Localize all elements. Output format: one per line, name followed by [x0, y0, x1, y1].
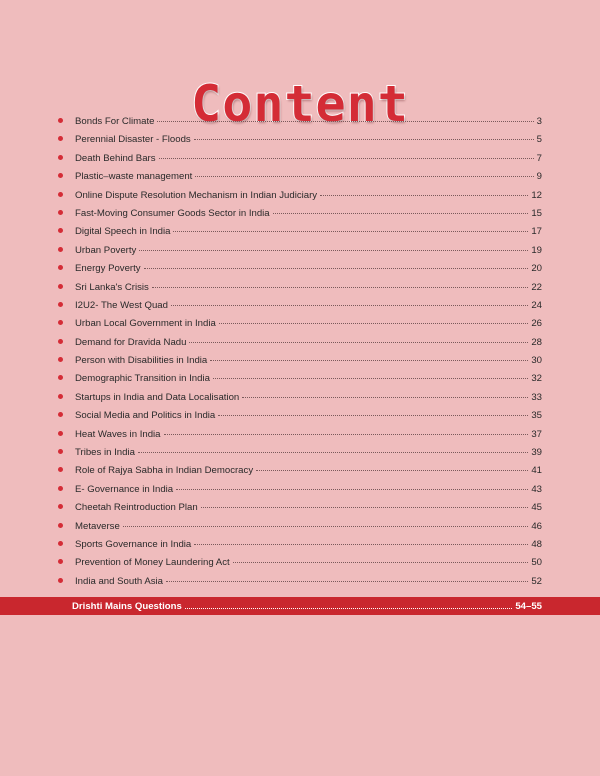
toc-entry-title: Urban Poverty — [75, 244, 137, 256]
dot-leader — [242, 397, 528, 398]
toc-entry[interactable] — [58, 113, 542, 131]
dot-leader — [320, 195, 528, 196]
toc-entry-title: Bonds For Climate — [75, 116, 155, 127]
toc-page-number: 15 — [531, 207, 542, 219]
bullet-icon — [58, 357, 63, 362]
toc-page-number: 30 — [531, 355, 542, 367]
dot-leader — [194, 544, 528, 545]
bullet-icon — [58, 118, 63, 123]
mains-questions-title: Drishti Mains Questions — [72, 600, 182, 612]
dot-leader — [171, 305, 528, 306]
toc-page-number: 46 — [531, 520, 542, 532]
toc-entry-title: Demographic Transition in India — [75, 373, 210, 385]
dot-leader — [213, 378, 528, 379]
toc-page-number: 26 — [531, 318, 542, 330]
toc-entry-title: Energy Poverty — [75, 263, 141, 275]
dot-leader — [218, 415, 528, 416]
dot-leader — [159, 158, 534, 159]
toc-page-number: 43 — [531, 483, 542, 495]
bullet-icon — [58, 541, 63, 546]
toc-page-number: 41 — [531, 465, 542, 477]
bullet-icon — [58, 412, 63, 417]
bullet-icon — [58, 228, 63, 233]
toc-entry[interactable] — [58, 223, 542, 241]
toc-entry-title: Startups in India and Data Localisation — [75, 391, 240, 403]
bullet-icon — [58, 192, 63, 197]
toc-page-number: 5 — [536, 134, 542, 146]
dot-leader — [273, 213, 529, 214]
toc-entry[interactable] — [58, 518, 542, 536]
toc-entry-title: Role of Rajya Sabha in Indian Democracy — [75, 465, 254, 477]
toc-page-number: 22 — [531, 281, 542, 293]
toc-page-number: 17 — [531, 226, 542, 238]
toc-page-number: 33 — [531, 391, 542, 403]
toc-entry[interactable] — [58, 131, 542, 149]
dot-leader — [166, 581, 528, 582]
toc-page-number: 37 — [531, 428, 542, 440]
dot-leader — [138, 452, 528, 453]
bullet-icon — [58, 375, 63, 380]
toc-entry-title: Plastic–waste management — [75, 171, 193, 183]
bullet-icon — [58, 578, 63, 583]
toc-entry[interactable] — [58, 315, 542, 333]
toc-entry[interactable] — [58, 462, 542, 480]
bullet-icon — [58, 449, 63, 454]
toc-entry[interactable] — [58, 260, 542, 278]
mains-questions-page-number: 54–55 — [515, 600, 542, 612]
toc-entry-title: Person with Disabilities in India — [75, 355, 208, 367]
toc-page-number: 39 — [531, 447, 542, 459]
dot-leader — [157, 121, 533, 122]
toc-entry[interactable] — [58, 352, 542, 370]
toc-page-number: 12 — [531, 189, 542, 201]
bullet-icon — [58, 559, 63, 564]
toc-entry[interactable] — [58, 499, 542, 517]
toc-page-number: 52 — [531, 575, 542, 587]
bullet-icon — [58, 284, 63, 289]
dot-leader — [173, 231, 528, 232]
toc-page-number: 19 — [531, 244, 542, 256]
toc-page-number: 3 — [536, 116, 542, 127]
table-of-contents — [58, 113, 542, 591]
bullet-icon — [58, 523, 63, 528]
toc-entry[interactable] — [58, 536, 542, 554]
toc-entry-title: Perennial Disaster - Floods — [75, 134, 191, 146]
toc-entry-title: E- Governance in India — [75, 483, 174, 495]
toc-entry-title: Online Dispute Resolution Mechanism in Indian Judiciary — [75, 189, 318, 201]
toc-entry[interactable] — [58, 554, 542, 572]
toc-page-number: 9 — [536, 171, 542, 183]
dot-leader — [152, 287, 529, 288]
bullet-icon — [58, 210, 63, 215]
mains-questions-entry[interactable] — [72, 597, 542, 615]
dot-leader — [256, 470, 528, 471]
bullet-icon — [58, 302, 63, 307]
dot-leader — [123, 526, 529, 527]
page-title: Content — [191, 74, 409, 133]
dot-leader — [201, 507, 529, 508]
toc-page-number: 45 — [531, 502, 542, 514]
toc-entry-title: Fast-Moving Consumer Goods Sector in India — [75, 207, 270, 219]
bullet-icon — [58, 136, 63, 141]
bullet-icon — [58, 173, 63, 178]
dot-leader — [195, 176, 533, 177]
bullet-icon — [58, 265, 63, 270]
toc-page-number: 28 — [531, 336, 542, 348]
toc-entry-title: Demand for Dravida Nadu — [75, 336, 187, 348]
toc-entry[interactable] — [58, 481, 542, 499]
toc-entry[interactable] — [58, 389, 542, 407]
toc-entry-title: Death Behind Bars — [75, 152, 156, 164]
dot-leader — [233, 562, 529, 563]
bullet-icon — [58, 247, 63, 252]
toc-entry[interactable] — [58, 370, 542, 388]
toc-entry[interactable] — [58, 407, 542, 425]
toc-entry[interactable] — [58, 297, 542, 315]
bullet-icon — [58, 320, 63, 325]
dot-leader — [219, 323, 529, 324]
toc-entry-title: Prevention of Money Laundering Act — [75, 557, 230, 569]
dot-leader — [164, 434, 529, 435]
toc-entry-title: Cheetah Reintroduction Plan — [75, 502, 198, 514]
toc-entry[interactable] — [58, 150, 542, 168]
toc-entry-title: Social Media and Politics in India — [75, 410, 216, 422]
toc-entry-title: Sports Governance in India — [75, 538, 192, 550]
toc-entry-title: Sri Lanka's Crisis — [75, 281, 149, 293]
dot-leader — [210, 360, 528, 361]
dot-leader — [194, 139, 534, 140]
dot-leader — [189, 342, 528, 343]
toc-page-number: 7 — [536, 152, 542, 164]
bullet-icon — [58, 467, 63, 472]
toc-entry-title: Heat Waves in India — [75, 428, 161, 440]
toc-entry[interactable] — [58, 426, 542, 444]
toc-page-number: 20 — [531, 263, 542, 275]
toc-entry[interactable] — [58, 279, 542, 297]
toc-entry[interactable] — [58, 444, 542, 462]
toc-entry[interactable] — [58, 242, 542, 260]
toc-page-number: 50 — [531, 557, 542, 569]
dot-leader — [176, 489, 528, 490]
toc-entry[interactable] — [58, 205, 542, 223]
toc-entry-title: Metaverse — [75, 520, 120, 532]
bullet-icon — [58, 486, 63, 491]
toc-entry-title: India and South Asia — [75, 575, 164, 587]
dot-leader — [185, 608, 512, 609]
toc-entry-title: Tribes in India — [75, 447, 135, 459]
toc-entry-title: Digital Speech in India — [75, 226, 171, 238]
bullet-icon — [58, 394, 63, 399]
toc-entry[interactable] — [58, 573, 542, 591]
toc-entry[interactable] — [58, 187, 542, 205]
bullet-icon — [58, 504, 63, 509]
mains-questions-band — [0, 597, 600, 615]
toc-page-number: 24 — [531, 299, 542, 311]
toc-page-number: 35 — [531, 410, 542, 422]
toc-entry[interactable] — [58, 334, 542, 352]
toc-entry-title: Urban Local Government in India — [75, 318, 216, 330]
toc-page-number: 48 — [531, 538, 542, 550]
bullet-icon — [58, 431, 63, 436]
toc-page-number: 32 — [531, 373, 542, 385]
dot-leader — [139, 250, 528, 251]
bullet-icon — [58, 339, 63, 344]
dot-leader — [144, 268, 529, 269]
toc-entry[interactable] — [58, 168, 542, 186]
toc-entry-title: I2U2- The West Quad — [75, 299, 168, 311]
bullet-icon — [58, 155, 63, 160]
